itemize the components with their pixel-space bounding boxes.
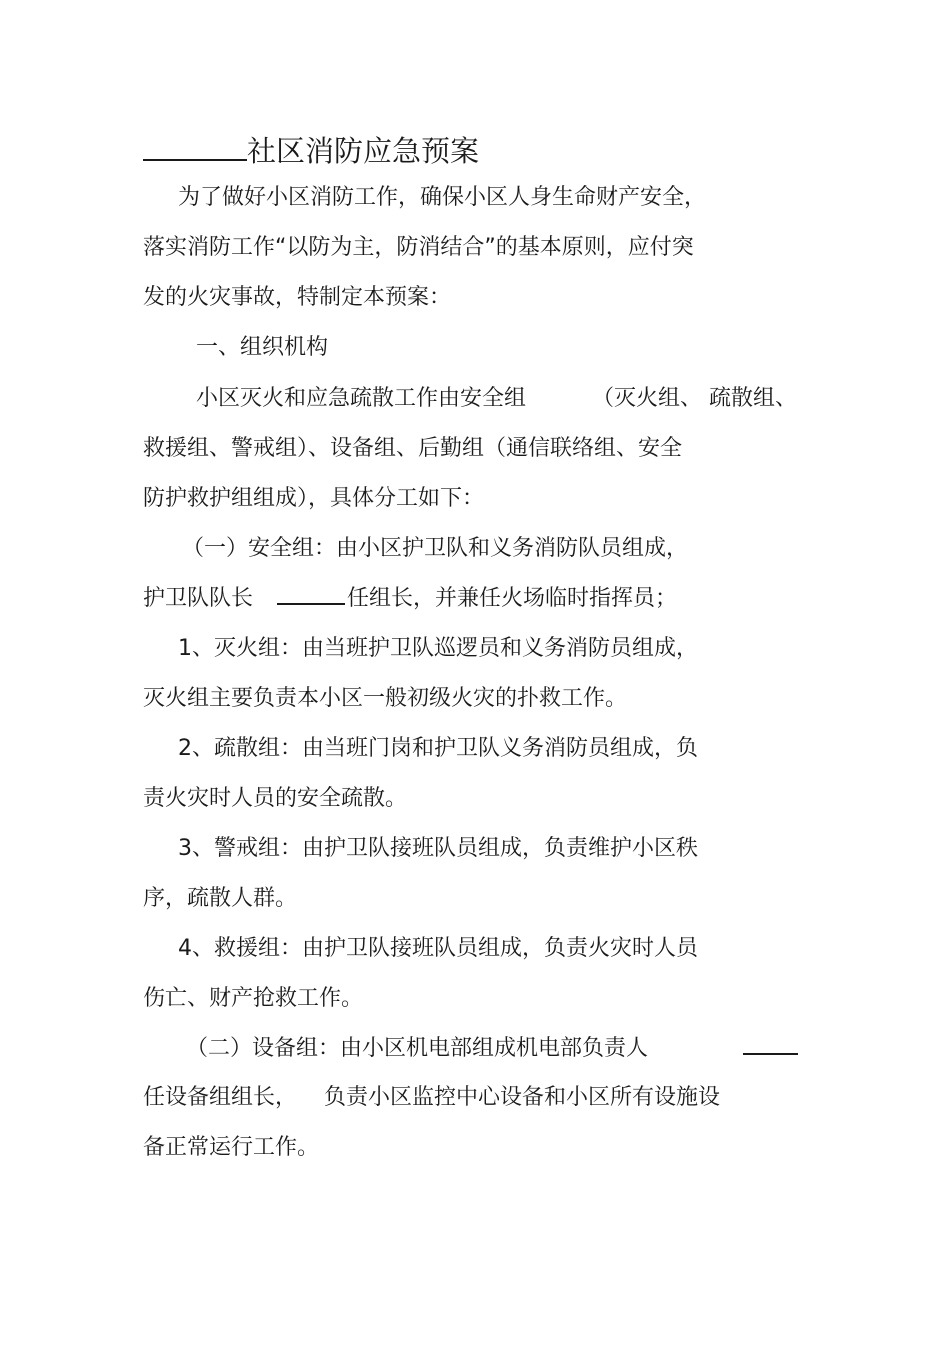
title-text: 社区消防应急预案 xyxy=(247,134,480,168)
paragraph-line: 伤亡、财产抢救工作。 xyxy=(143,986,364,1011)
paragraph-line: 落实消防工作“以防为主，防消结合”的基本原则，应付突 xyxy=(143,235,694,260)
paragraph-line: 负责小区监控中心设备和小区所有设施设 xyxy=(324,1085,721,1110)
name-blank xyxy=(743,1035,798,1063)
paragraph-line: （一）安全组：由小区护卫队和义务消防队员组成， xyxy=(182,536,689,561)
paragraph-line: 备正常运行工作。 xyxy=(143,1135,320,1160)
paragraph-line: （灭火组、 疏散组、 xyxy=(592,386,797,411)
paragraph-line: 序，疏散人群。 xyxy=(143,886,298,911)
paragraph-line: 防护救护组组成），具体分工如下： xyxy=(143,486,485,511)
paragraph-line: 1、灭火组：由当班护卫队巡逻员和义务消防员组成， xyxy=(178,636,698,661)
title-blank xyxy=(143,158,247,161)
paragraph-line: （二）设备组：由小区机电部组成机电部负责人 xyxy=(186,1036,649,1061)
paragraph-line: 为了做好小区消防工作，确保小区人身生命财产安全， xyxy=(178,185,707,210)
name-blank xyxy=(277,585,345,613)
paragraph-line: 3、警戒组：由护卫队接班队员组成，负责维护小区秩 xyxy=(178,836,698,861)
paragraph-line: 2、疏散组：由当班门岗和护卫队义务消防员组成，负 xyxy=(178,736,698,761)
paragraph-line: 4、救援组：由护卫队接班队员组成，负责火灾时人员 xyxy=(178,936,698,961)
paragraph-line: 任组长，并兼任火场临时指挥员； xyxy=(347,586,678,611)
paragraph-line: 救援组、警戒组）、设备组、后勤组（通信联络组、安全 xyxy=(143,436,683,461)
section-heading: 一、组织机构 xyxy=(196,335,329,360)
paragraph-line: 发的火灾事故，特制定本预案： xyxy=(143,285,452,310)
paragraph-line: 护卫队队长 xyxy=(143,586,254,611)
paragraph-line: 灭火组主要负责本小区一般初级火灾的扑救工作。 xyxy=(143,686,628,711)
paragraph-line: 小区灭火和应急疏散工作由安全组 xyxy=(196,386,527,411)
document-title xyxy=(143,132,479,170)
paragraph-line: 任设备组组长， xyxy=(143,1085,298,1110)
paragraph-line: 责火灾时人员的安全疏散。 xyxy=(143,786,408,811)
